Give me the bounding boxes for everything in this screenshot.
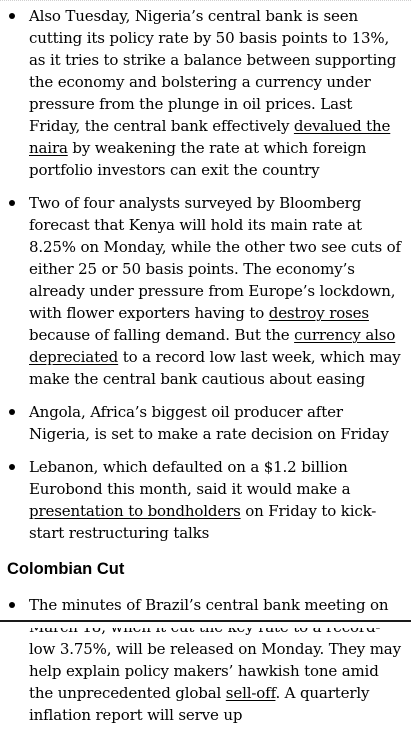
bullet-icon	[9, 602, 15, 608]
list-item	[0, 192, 411, 390]
inline-link[interactable]: sell-off	[225, 684, 276, 702]
list-item	[0, 594, 411, 726]
bullet-list-africa	[0, 5, 411, 544]
paragraph-text: . A quarterly inflation report will serve up	[29, 684, 370, 724]
paragraph-text: Lebanon, which defaulted on a $1.2 billion Eurobond this month, said it would make a	[29, 458, 351, 498]
paragraph-text: on Friday to kick-start restructuring talks	[29, 502, 377, 542]
paragraph-text: The minutes of Brazil’s central bank meeting on low 3.75%, will be released on Monday. They may help explain policy makers’ hawkish tone amid the unprecedented global	[29, 596, 401, 702]
paragraph-text: Angola, Africa’s biggest oil producer after Nigeria, is set to make a rate decision on Friday	[29, 403, 389, 443]
section-heading: Colombian Cut	[7, 560, 125, 578]
paragraph-text: Also Tuesday, Nigeria’s central bank is seen cutting its policy rate by 50 basis points to 13%, as it tries to strike a balance between supporting the economy and bolstering a currency under pressure from the plunge in oil prices. Last Friday, the central bank effectively	[29, 7, 397, 135]
paragraph-text: by weakening the rate at which foreign portfolio investors can exit the country	[29, 139, 367, 179]
inline-link[interactable]: devalued the naira	[29, 117, 391, 157]
inline-link[interactable]: presentation to bondholders	[29, 502, 241, 520]
bottom-divider	[0, 620, 411, 622]
bullet-icon	[9, 13, 15, 19]
inline-link[interactable]: destroy roses	[268, 304, 369, 322]
top-divider	[0, 0, 411, 1]
list-item	[0, 5, 411, 181]
bullet-icon	[9, 464, 15, 470]
list-item	[0, 456, 411, 544]
bullet-icon	[9, 409, 15, 415]
inline-link[interactable]: currency also depreciated	[29, 326, 396, 366]
bullet-icon	[9, 200, 15, 206]
paragraph-text: to a record low last week, which may make the central bank cautious about easing	[29, 348, 401, 388]
bullet-list-latam	[0, 594, 411, 726]
list-item	[0, 401, 411, 445]
paragraph-text: because of falling demand. But the	[29, 326, 295, 344]
paragraph-text: Two of four analysts surveyed by Bloomberg forecast that Kenya will hold its main rate at 8.25% on Monday, while the other two see cuts of either 25 or 50 basis points. The economy’s already under pressure from Europe’s lockdown, with flower exporters having to	[29, 194, 401, 322]
